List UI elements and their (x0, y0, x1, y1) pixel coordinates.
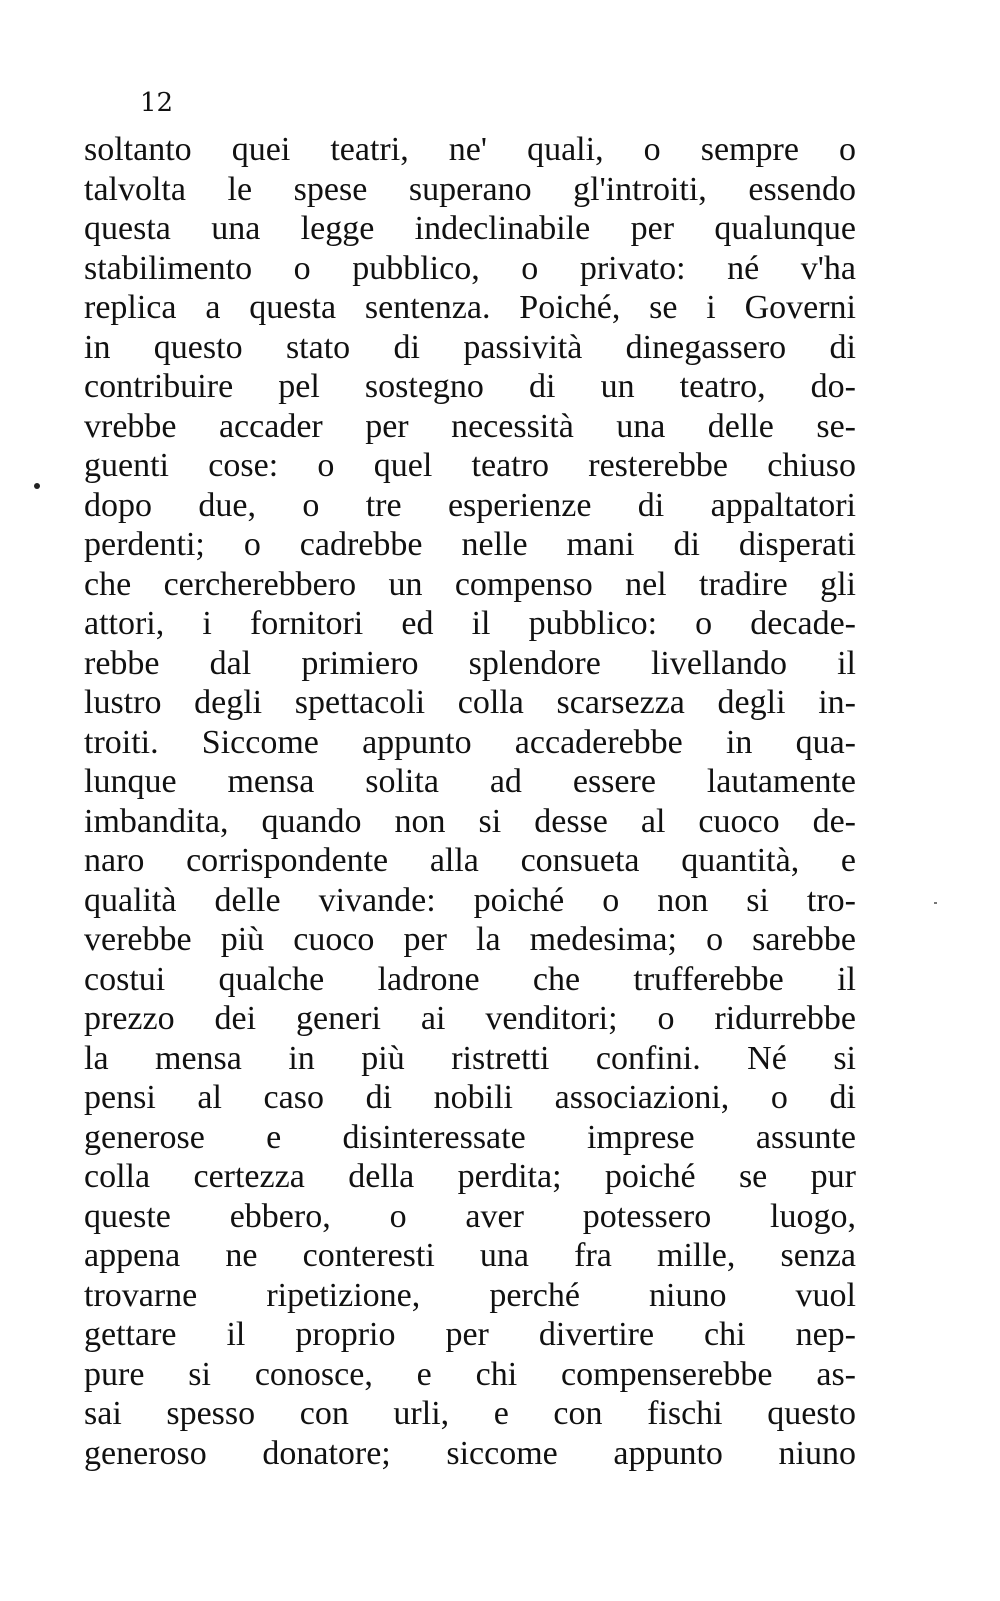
text-line: appena ne conteresti una fra mille, senza (84, 1237, 856, 1274)
text-line: colla certezza della perdita; poiché se pur (84, 1158, 856, 1195)
text-line: gettare il proprio per divertire chi nep- (84, 1316, 856, 1353)
page-number: 12 (140, 88, 174, 118)
text-line: qualità delle vivande: poiché o non si tro- (84, 881, 856, 919)
text-line: rebbe dal primiero splendore livellando il (84, 644, 856, 682)
text-line: verebbe più cuoco per la medesima; o sarebbe (84, 921, 856, 958)
text-line: talvolta le spese superano gl'introiti, essendo (84, 170, 856, 208)
text-line: pensi al caso di nobili associazioni, o di (84, 1079, 856, 1116)
text-line: soltanto quei teatri, ne' quali, o sempre o (84, 131, 856, 168)
text-line: generoso donatore; siccome appunto niuno (84, 1434, 856, 1472)
text-line: prezzo dei generi ai venditori; o ridurrebbe (84, 1000, 856, 1037)
text-line: in questo stato di passività dinegassero di (84, 328, 856, 366)
text-line: naro corrispondente alla consueta quantità, e (84, 842, 856, 879)
text-line: che cercherebbero un compenso nel tradire gli (84, 565, 856, 603)
margin-mark (34, 483, 40, 489)
margin-speck (934, 902, 937, 904)
text-line: perdenti; o cadrebbe nelle mani di disperati (84, 526, 856, 563)
text-line: lunque mensa solita ad essere lautamente (84, 763, 856, 800)
text-line: lustro degli spettacoli colla scarsezza degli in- (84, 684, 856, 721)
text-line: pure si conosce, e chi compenserebbe as- (84, 1355, 856, 1393)
text-line: sai spesso con urli, e con fischi questo (84, 1395, 856, 1432)
text-line: questa una legge indeclinabile per qualunque (84, 210, 856, 247)
text-line: guenti cose: o quel teatro resterebbe chiuso (84, 447, 856, 484)
text-line: costui qualche ladrone che trufferebbe il (84, 960, 856, 998)
text-line: attori, i fornitori ed il pubblico: o decade- (84, 605, 856, 642)
text-line: trovarne ripetizione, perché niuno vuol (84, 1276, 856, 1314)
text-line: generose e disinteressate imprese assunte (84, 1118, 856, 1156)
text-line: replica a questa sentenza. Poiché, se i Governi (84, 289, 856, 326)
text-line: troiti. Siccome appunto accaderebbe in qua- (84, 723, 856, 761)
text-line: la mensa in più ristretti confini. Né si (84, 1039, 856, 1077)
text-line: vrebbe accader per necessità una delle se- (84, 407, 856, 445)
text-line: imbandita, quando non si desse al cuoco de- (84, 802, 856, 840)
text-line: queste ebbero, o aver potessero luogo, (84, 1197, 856, 1235)
body-text (84, 130, 856, 1473)
text-line: dopo due, o tre esperienze di appaltatori (84, 486, 856, 524)
text-line: contribuire pel sostegno di un teatro, do- (84, 368, 856, 405)
text-line: stabilimento o pubblico, o privato: né v'ha (84, 249, 856, 287)
